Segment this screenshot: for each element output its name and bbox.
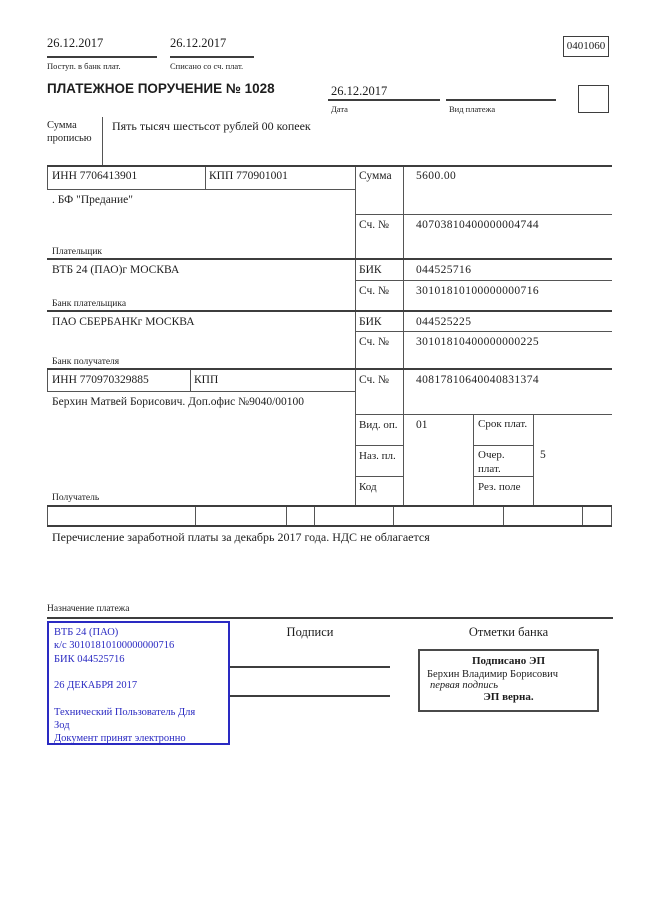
payer-inn-row-bottom-line [47,189,355,190]
payee-bank-bik-value: 044525225 [416,316,472,328]
payment-term-label: Срок плат. [478,418,528,430]
document-title: ПЛАТЕЖНОЕ ПОРУЧЕНИЕ № 1028 [47,81,275,96]
label-value-vertical-divider [403,167,404,506]
payer-bank-bik-value: 044525716 [416,264,472,276]
payer-bank-section-line [47,310,612,312]
table-main-vertical-divider [355,167,356,506]
esign-verified: ЭП верна. [483,691,534,703]
debited-date-line [170,56,254,58]
sum-account-divider [355,214,612,215]
stamp-spacer-2 [54,692,223,705]
marks-row-border-5 [503,507,504,526]
received-date-line [47,56,157,58]
payer-bank-account-label: Сч. № [359,285,390,297]
payee-bank-name: ПАО СБЕРБАНКг МОСКВА [52,316,195,328]
marks-row-border-3 [314,507,315,526]
purpose-section-label: Назначение платежа [47,604,130,614]
signature-line-1 [230,666,390,668]
payment-type-label: Вид платежа [449,104,496,114]
sum-value: 5600.00 [416,170,457,182]
debited-date-value: 26.12.2017 [170,36,227,50]
payer-section-label: Плательщик [52,247,103,257]
stamp-bik: БИК 044525716 [54,653,125,665]
esign-name: Берхин Владимир Борисович [427,669,558,680]
payment-type-box [578,85,609,113]
op-block-divider-2 [533,415,534,506]
payment-order-value: 5 [540,449,546,461]
payee-kpp: КПП [194,374,219,386]
op-label-divider-2 [473,445,533,446]
payer-account-label: Сч. № [359,219,390,231]
marks-row-border-6 [582,507,583,526]
payer-bank-section-label: Банк плательщика [52,299,127,309]
payer-bank-name: ВТБ 24 (ПАО)г МОСКВА [52,264,180,276]
sum-label: Сумма [359,170,392,182]
purpose-text: Перечисление заработной платы за декабрь 2017 года. НДС не облагается [52,530,430,544]
purpose-code-label: Наз. пл. [359,450,396,462]
op-type-label: Вид. оп. [359,419,398,431]
marks-row-bottom-line [47,525,612,527]
payee-bank-account-label: Сч. № [359,336,390,348]
op-block-divider-1 [473,415,474,506]
document-date-line [328,99,440,101]
esign-box [418,649,599,712]
signature-line-2 [230,695,390,697]
stamp-accepted-note: Документ принят электронно [54,733,186,745]
esign-title: Подписано ЭП [471,655,546,667]
form-code-box: 0401060 [563,36,609,57]
payee-inn-kpp-divider [190,370,191,391]
payer-section-line [47,258,612,260]
payee-name: Берхин Матвей Борисович. Доп.офис №9040/00100 [52,396,305,408]
received-date-label: Поступ. в банк плат. [47,61,121,71]
document-date-value: 26.12.2017 [331,84,388,98]
op-type-value: 01 [416,419,428,431]
payee-section-label: Получатель [52,493,100,503]
amount-words-label: Сумма прописью [47,120,92,145]
amount-words-divider [102,117,103,166]
payee-bank-bik-label: БИК [359,316,382,328]
marks-row-border-0 [47,507,48,526]
stamp-date: 26 ДЕКАБРЯ 2017 [54,680,138,692]
payer-inn-kpp-divider [205,167,206,190]
payer-kpp: КПП 770901001 [209,170,288,182]
purpose-section-line [47,617,613,619]
payee-inn-cell-left-border [47,370,48,391]
payer-inn: ИНН 7706413901 [52,170,138,182]
code-label: Код [359,481,377,493]
received-date-value: 26.12.2017 [47,36,104,50]
table-top-line [47,165,612,167]
marks-row-border-4 [393,507,394,526]
payer-bank-account-value: 30101810100000000716 [416,285,539,297]
reserve-field-label: Рез. поле [478,481,521,493]
payment-type-line [446,99,556,101]
payee-account-value: 40817810640040831374 [416,374,539,386]
payee-inn-row-bottom-line [47,391,355,392]
signatures-title: Подписи [286,625,334,639]
payer-name: . БФ "Предание" [52,194,133,206]
op-label-divider-1 [355,445,403,446]
stamp-corr-account: к/с 30101810100000000716 [54,640,175,652]
stamp-bank-name: ВТБ 24 (ПАО) [54,627,119,638]
payer-account-value: 40703810400000004744 [416,219,539,231]
payer-bank-bik-label: БИК [359,264,382,276]
stamp-user-line-1: Технический Пользователь Для [54,706,196,718]
payee-bank-bik-account-divider [355,331,612,332]
marks-row-border-1 [195,507,196,526]
op-label-divider-3 [355,476,403,477]
amount-words-value: Пять тысяч шестьсот рублей 00 копеек [112,119,311,133]
payee-bank-section-label: Банк получателя [52,357,120,367]
payer-inn-cell-left-border [47,167,48,190]
marks-row-border-7 [611,507,612,526]
marks-row-border-2 [286,507,287,526]
bank-marks-title: Отметки банка [468,625,549,639]
payee-section-line [47,505,612,507]
payment-order-label: Очер. плат. [478,449,505,475]
payee-bank-section-line [47,368,612,370]
op-block-top-line [355,414,612,415]
payee-inn: ИНН 770970329885 [52,374,149,386]
esign-subtitle: первая подпись [430,680,499,691]
payee-account-label: Сч. № [359,374,390,386]
stamp-spacer-1 [54,666,223,679]
stamp-user-line-2: Зод [54,720,70,732]
bank-acceptance-stamp [47,621,230,745]
debited-date-label: Списано со сч. плат. [170,61,244,71]
document-date-label: Дата [331,104,348,114]
payer-bank-bik-account-divider [355,280,612,281]
payee-bank-account-value: 30101810400000000225 [416,336,539,348]
